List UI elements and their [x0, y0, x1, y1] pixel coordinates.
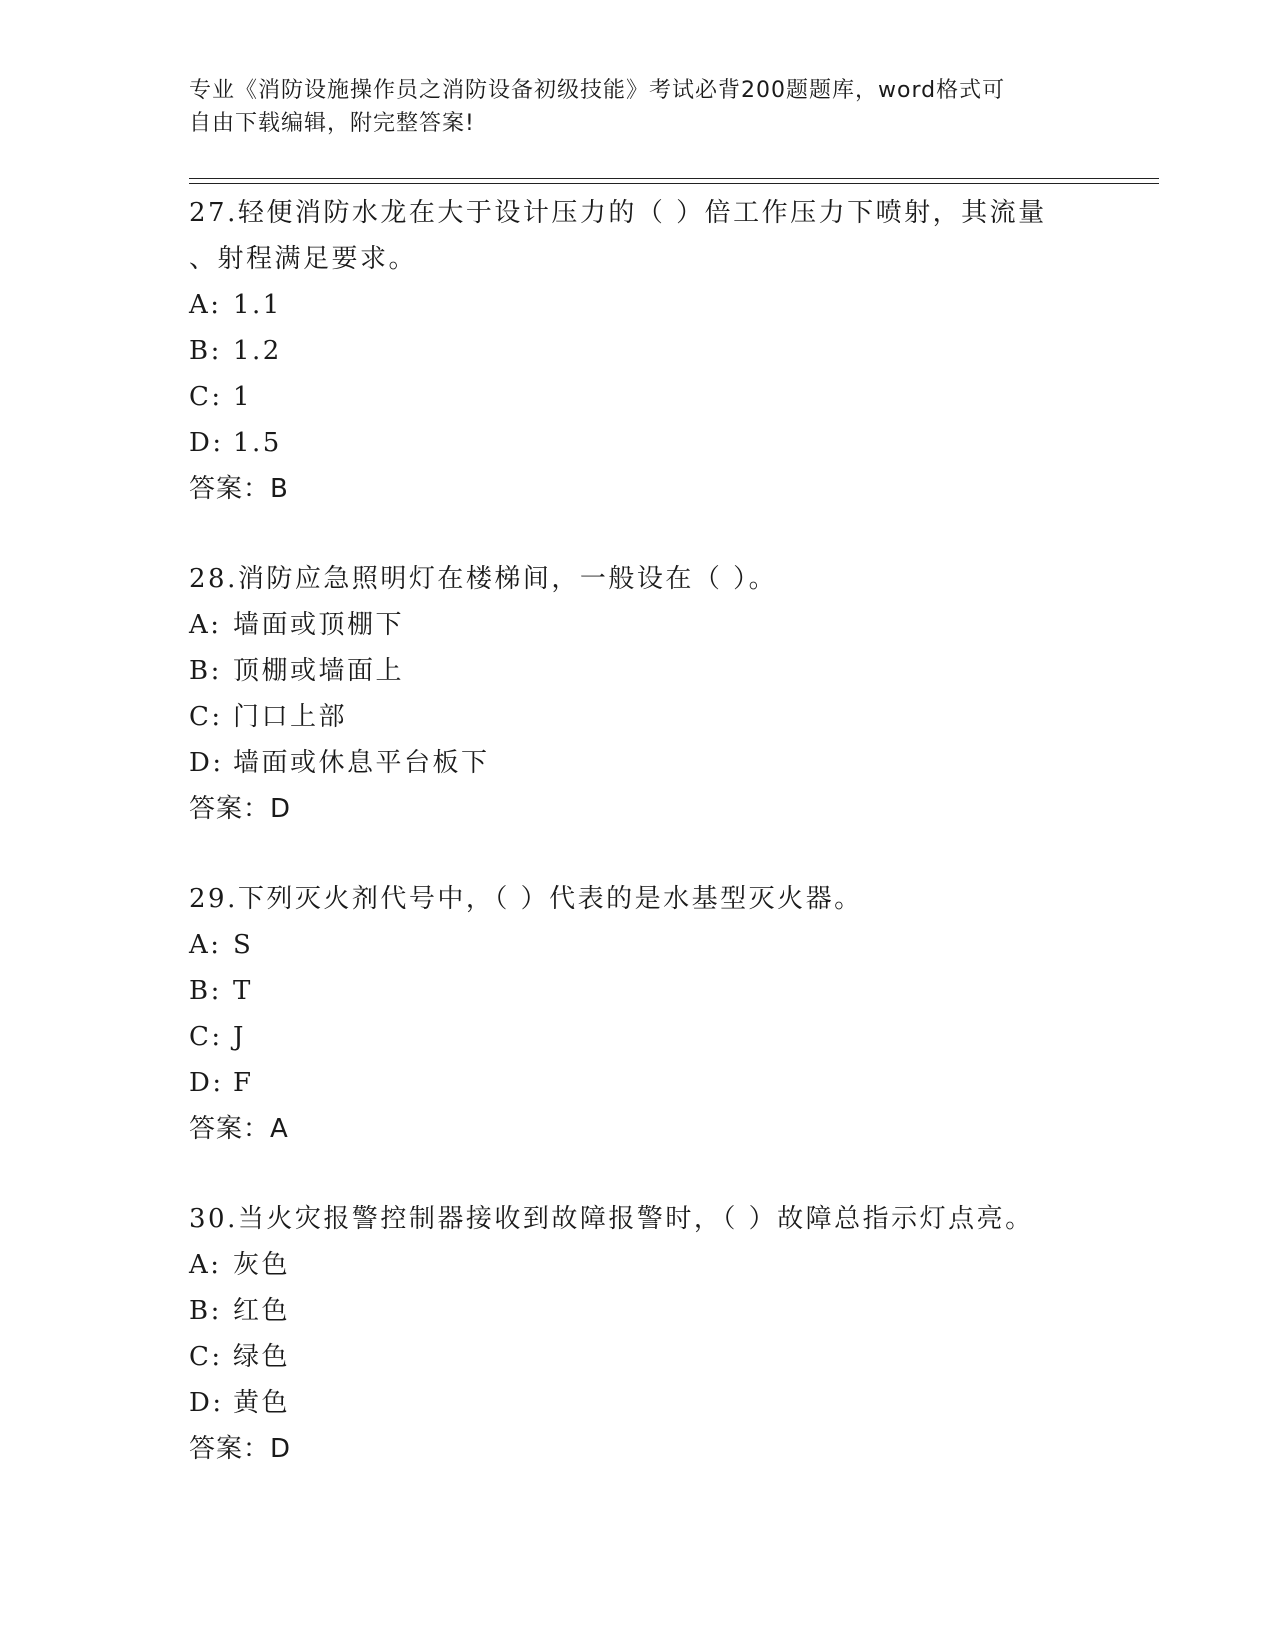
option-c — [189, 374, 1089, 420]
option-text: 灰色 — [233, 1250, 291, 1280]
question-stem-line-1: 29.下列灭火剂代号中，（ ）代表的是水基型灭火器。 — [189, 884, 863, 914]
option-text: 1.5 — [233, 428, 282, 458]
question-29 — [189, 876, 1089, 1152]
option-a — [189, 1242, 1089, 1288]
option-key: C: — [189, 702, 223, 732]
option-text: 墙面或顶棚下 — [233, 610, 405, 640]
answer-label: 答案：D — [189, 794, 292, 824]
option-key: C: — [189, 1342, 223, 1372]
option-d — [189, 1060, 1089, 1106]
option-text: 门口上部 — [233, 702, 348, 732]
option-c — [189, 694, 1089, 740]
option-key: B: — [189, 1296, 222, 1326]
option-text: 黄色 — [233, 1388, 291, 1418]
question-30 — [189, 1196, 1089, 1472]
option-key: A: — [189, 610, 222, 640]
option-text: 顶棚或墙面上 — [233, 656, 405, 686]
header-divider-top — [189, 178, 1159, 179]
option-b — [189, 328, 1089, 374]
question-28 — [189, 556, 1089, 832]
option-a — [189, 922, 1089, 968]
option-key: A: — [189, 1250, 222, 1280]
question-list — [189, 190, 1089, 1516]
option-key: B: — [189, 336, 222, 366]
question-stem — [189, 556, 1089, 602]
option-text: 红色 — [233, 1296, 291, 1326]
option-key: D: — [189, 1068, 224, 1098]
question-stem-line-1: 30.当火灾报警控制器接收到故障报警时，（ ）故障总指示灯点亮。 — [189, 1204, 1034, 1234]
option-text: S — [233, 930, 254, 960]
option-text: 1 — [233, 382, 253, 412]
option-text: F — [233, 1068, 254, 1098]
option-text: 绿色 — [233, 1342, 291, 1372]
document-header — [189, 74, 1089, 140]
option-c — [189, 1014, 1089, 1060]
question-stem — [189, 876, 1089, 922]
answer-label: 答案：D — [189, 1434, 292, 1464]
option-key: A: — [189, 290, 222, 320]
option-d — [189, 420, 1089, 466]
question-stem — [189, 190, 1089, 282]
option-key: D: — [189, 1388, 224, 1418]
answer-label: 答案：A — [189, 1114, 289, 1144]
question-stem-line-2: 、射程满足要求。 — [189, 244, 418, 274]
option-d — [189, 740, 1089, 786]
option-a — [189, 602, 1089, 648]
option-text: J — [233, 1022, 246, 1052]
header-title-line-2: 自由下载编辑，附完整答案! — [189, 111, 475, 136]
question-stem — [189, 1196, 1089, 1242]
question-27 — [189, 190, 1089, 512]
option-text: 1.2 — [233, 336, 282, 366]
option-key: A: — [189, 930, 222, 960]
option-b — [189, 968, 1089, 1014]
answer-label: 答案：B — [189, 474, 289, 504]
option-b — [189, 648, 1089, 694]
option-key: D: — [189, 748, 224, 778]
option-a — [189, 282, 1089, 328]
option-text: 墙面或休息平台板下 — [233, 748, 490, 778]
header-divider-bottom — [189, 183, 1159, 184]
option-text: 1.1 — [233, 290, 282, 320]
question-stem-line-1: 27.轻便消防水龙在大于设计压力的（ ）倍工作压力下喷射，其流量 — [189, 198, 1047, 228]
header-title-line-1: 专业《消防设施操作员之消防设备初级技能》考试必背200题题库，word格式可 — [189, 78, 1006, 103]
option-c — [189, 1334, 1089, 1380]
option-b — [189, 1288, 1089, 1334]
option-key: C: — [189, 1022, 223, 1052]
option-key: D: — [189, 428, 224, 458]
option-key: B: — [189, 656, 222, 686]
option-d — [189, 1380, 1089, 1426]
option-text: T — [233, 976, 253, 1006]
option-key: B: — [189, 976, 222, 1006]
question-stem-line-1: 28.消防应急照明灯在楼梯间，一般设在（ ）。 — [189, 564, 778, 594]
option-key: C: — [189, 382, 223, 412]
